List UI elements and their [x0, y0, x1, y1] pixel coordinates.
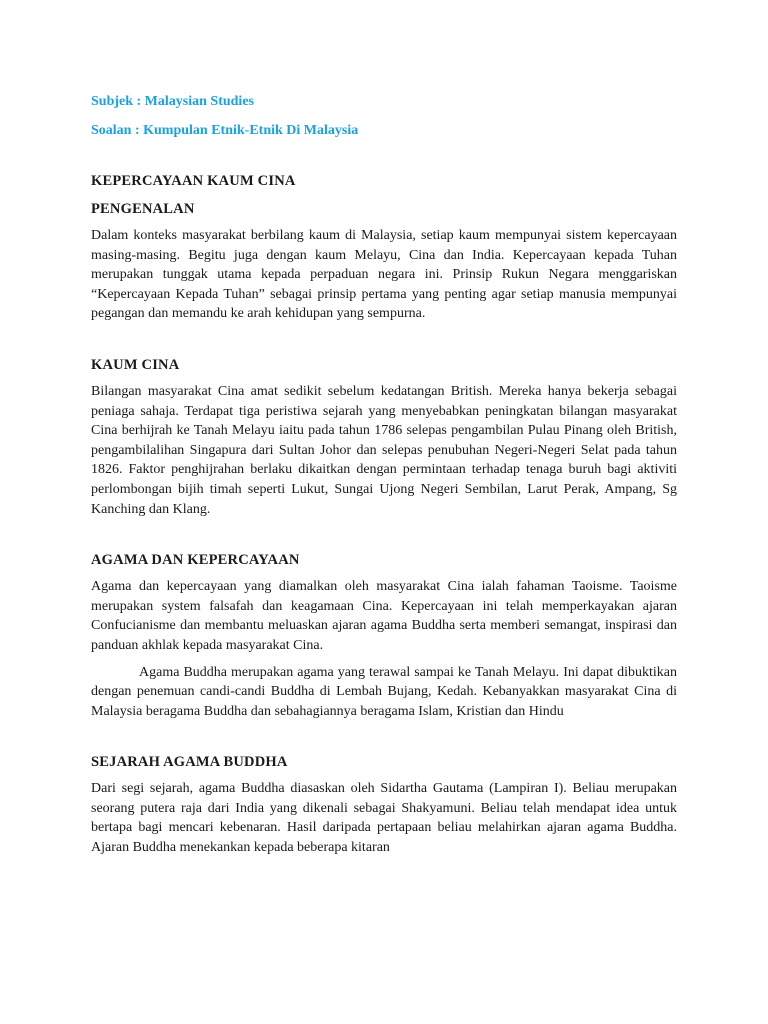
agama-paragraph-1: Agama dan kepercayaan yang diamalkan oleh masyarakat Cina ialah fahaman Taoisme. Taoisme merupakan system falsafah dan keagamaan Cina. Kepercayaan ini telah memperkayakan ajaran Confucianisme dan membantu meluaskan ajaran agama Buddha serta memberi semangat, inspirasi dan panduan akhlak kepada masyarakat Cina. — [91, 579, 677, 653]
section-heading-kaum-cina: KAUM CINA — [91, 356, 180, 373]
question-line: Soalan : Kumpulan Etnik-Etnik Di Malaysia — [91, 123, 359, 138]
section-heading-agama: AGAMA DAN KEPERCAYAAN — [91, 552, 300, 569]
sejarah-buddha-paragraph: Dari segi sejarah, agama Buddha diasaskan oleh Sidartha Gautama (Lampiran I). Beliau merupakan seorang putera raja dari India yang dikenali sebagai Shakyamuni. Beliau telah mendapat idea untuk bertapa bagi mencari kebenaran. Hasil daripada pertapaan beliau melahirkan ajaran agama Buddha. Ajaran Buddha menekankan kepada beberapa kitaran — [91, 781, 677, 856]
document-title: KEPERCAYAAN KAUM CINA — [91, 173, 296, 189]
intro-paragraph: Dalam konteks masyarakat berbilang kaum di Malaysia, setiap kaum mempunyai sistem kepercayaan masing-masing. Begitu juga dengan kaum Melayu, Cina dan India. Kepercayaan kepada Tuhan merupakan tunggak utama kepada perpaduan negara ini. Prinsip Rukun Negara menggariskan “Kepercayaan Kepada Tuhan” sebagai prinsip pertama yang penting agar setiap manusia mempunyai pegangan dan memandu ke arah kehidupan yang sempurna. — [91, 228, 677, 322]
kaum-cina-paragraph: Bilangan masyarakat Cina amat sedikit sebelum kedatangan British. Mereka hanya bekerja sebagai peniaga sahaja. Terdapat tiga peristiwa sejarah yang menyebabkan peningkatan bilangan masyarakat Cina berhijrah ke Tanah Melayu iaitu pada tahun 1786 selepas pengambilan Pulau Pinang oleh British, pengambilalihan Singapura dari Sultan Johor dan selepas penubuhan Negeri-Negeri Selat pada tahun 1826. Faktor penghijrahan berlaku dikaitkan dengan permintaan terhadap tenaga buruh bagi aktiviti perlombongan bijih timah seperti Lukut, Sungai Ujong Negeri Sembilan, Larut Perak, Ampang, Sg Kanching dan Klang. — [91, 383, 677, 517]
agama-paragraph-2: Agama Buddha merupakan agama yang terawal sampai ke Tanah Melayu. Ini dapat dibuktikan dengan penemuan candi-candi Buddha di Lembah Bujang, Kedah. Kebanyakkan masyarakat Cina di Malaysia beragama Buddha dan sebahagiannya beragama Islam, Kristian dan Hindu — [91, 664, 677, 719]
subject-line: Subjek : Malaysian Studies — [91, 94, 254, 109]
intro-heading: PENGENALAN — [91, 201, 195, 217]
section-heading-sejarah-buddha: SEJARAH AGAMA BUDDHA — [91, 754, 288, 771]
